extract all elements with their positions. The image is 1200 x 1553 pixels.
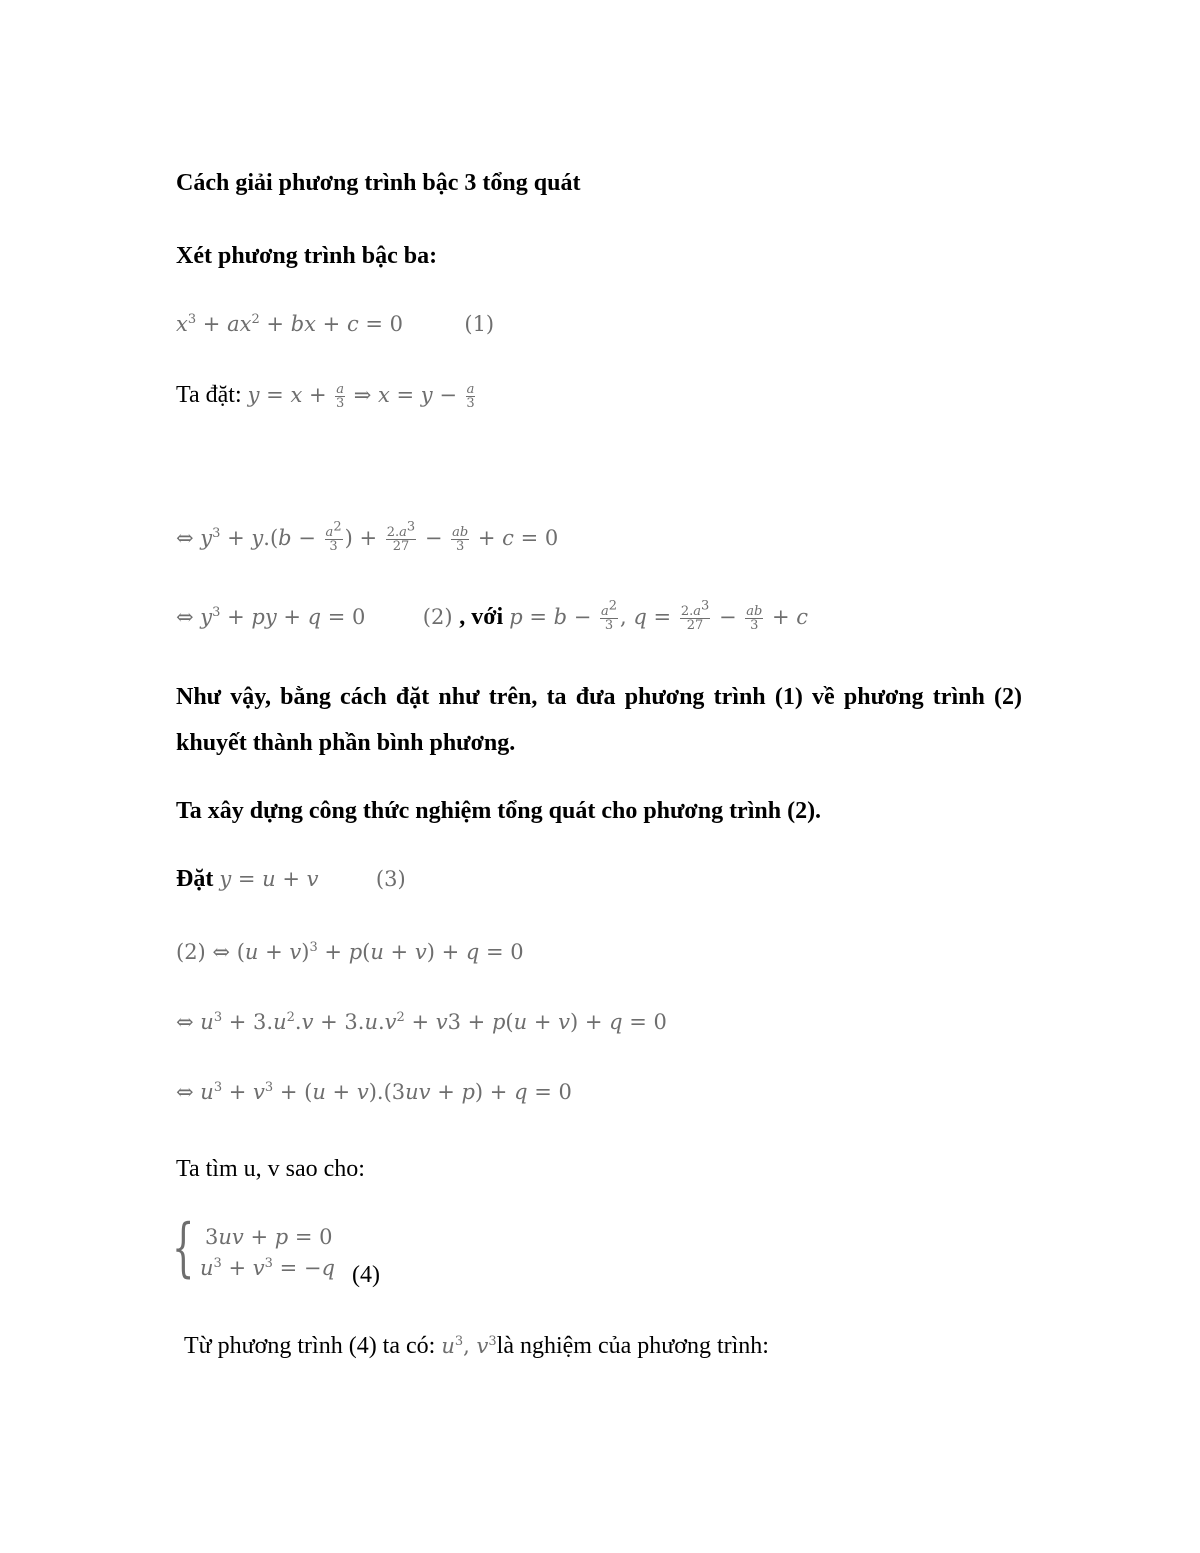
conclusion-text-2: là nghiệm của phương trình: — [496, 1333, 769, 1359]
equation-2-tag: (2) — [422, 605, 453, 629]
pq-definition: p = b − $\frac{a^2}{3}$ , q = $\frac{2.a^3}{27}$ − $\frac{ab}{3}$ + c — [509, 598, 809, 633]
conclusion-expression: $u^3$, $v^3$ — [441, 1334, 497, 1358]
equation-2: ⇔ $y^3$ + py + q = 0 (2) — [176, 605, 453, 629]
system-tag: (4) — [352, 1262, 380, 1288]
conclusion-line — [184, 1333, 769, 1360]
equation-2-line — [176, 598, 809, 633]
sub-label: Đặt — [176, 866, 214, 892]
equation-1-tag: (1) — [464, 312, 495, 336]
with-label: , với — [459, 604, 504, 630]
equation-b: ⇔ $u^3 + 3.u^2.v + 3.u.v^2 + v3 + p(u + v) + q = 0$ — [176, 1010, 667, 1034]
system-row-1: 3uv + p = 0 — [205, 1225, 333, 1249]
paragraph-general-formula: Ta xây dựng công thức nghiệm tổng quát cho phương trình (2). — [176, 798, 822, 824]
intro-text: Xét phương trình bậc ba: — [176, 243, 438, 269]
page-title: Cách giải phương trình bậc 3 tổng quát — [176, 170, 581, 196]
substitution-line — [176, 382, 477, 410]
set-label: Ta đặt: — [176, 382, 242, 408]
equation-1: $x^3 + ax^2$ + bx + c = 0 (1) — [176, 312, 495, 336]
conclusion-text-1: Từ phương trình (4) ta có: — [184, 1333, 436, 1359]
substitution-3-line — [176, 866, 406, 893]
substitution-3-tag: (3) — [375, 867, 406, 891]
paragraph-reduction: Như vậy, bằng cách đặt như trên, ta đưa phương trình (1) về phương trình (2) khuyết thành phần bình phương. — [176, 684, 1022, 756]
system-brace: { — [172, 1211, 195, 1285]
equation-step-1: ⇔ $y^3 + y.(b$ − $\frac{a^2}{3}$ ) + $\frac{2.a^3}{27}$ − $\frac{ab}{3}$ + c = 0 — [176, 519, 559, 554]
equation-a: (2) ⇔ $(u + v)^3 + p(u + v) + q = 0$ — [176, 940, 524, 964]
substitution-expression: y = x + $\frac{a}{3}$ ⇒ x = y − $\frac{a}{3}$ — [247, 382, 475, 411]
find-uv-text: Ta tìm u, v sao cho: — [176, 1156, 365, 1182]
equation-c: ⇔ $u^3 + v^3 + (u + v).(3uv + p) + q = 0$ — [176, 1080, 572, 1104]
substitution-3: y = u + v (3) — [219, 867, 406, 891]
system-row-2: $u^3 + v^3 = -q$ — [200, 1256, 335, 1280]
